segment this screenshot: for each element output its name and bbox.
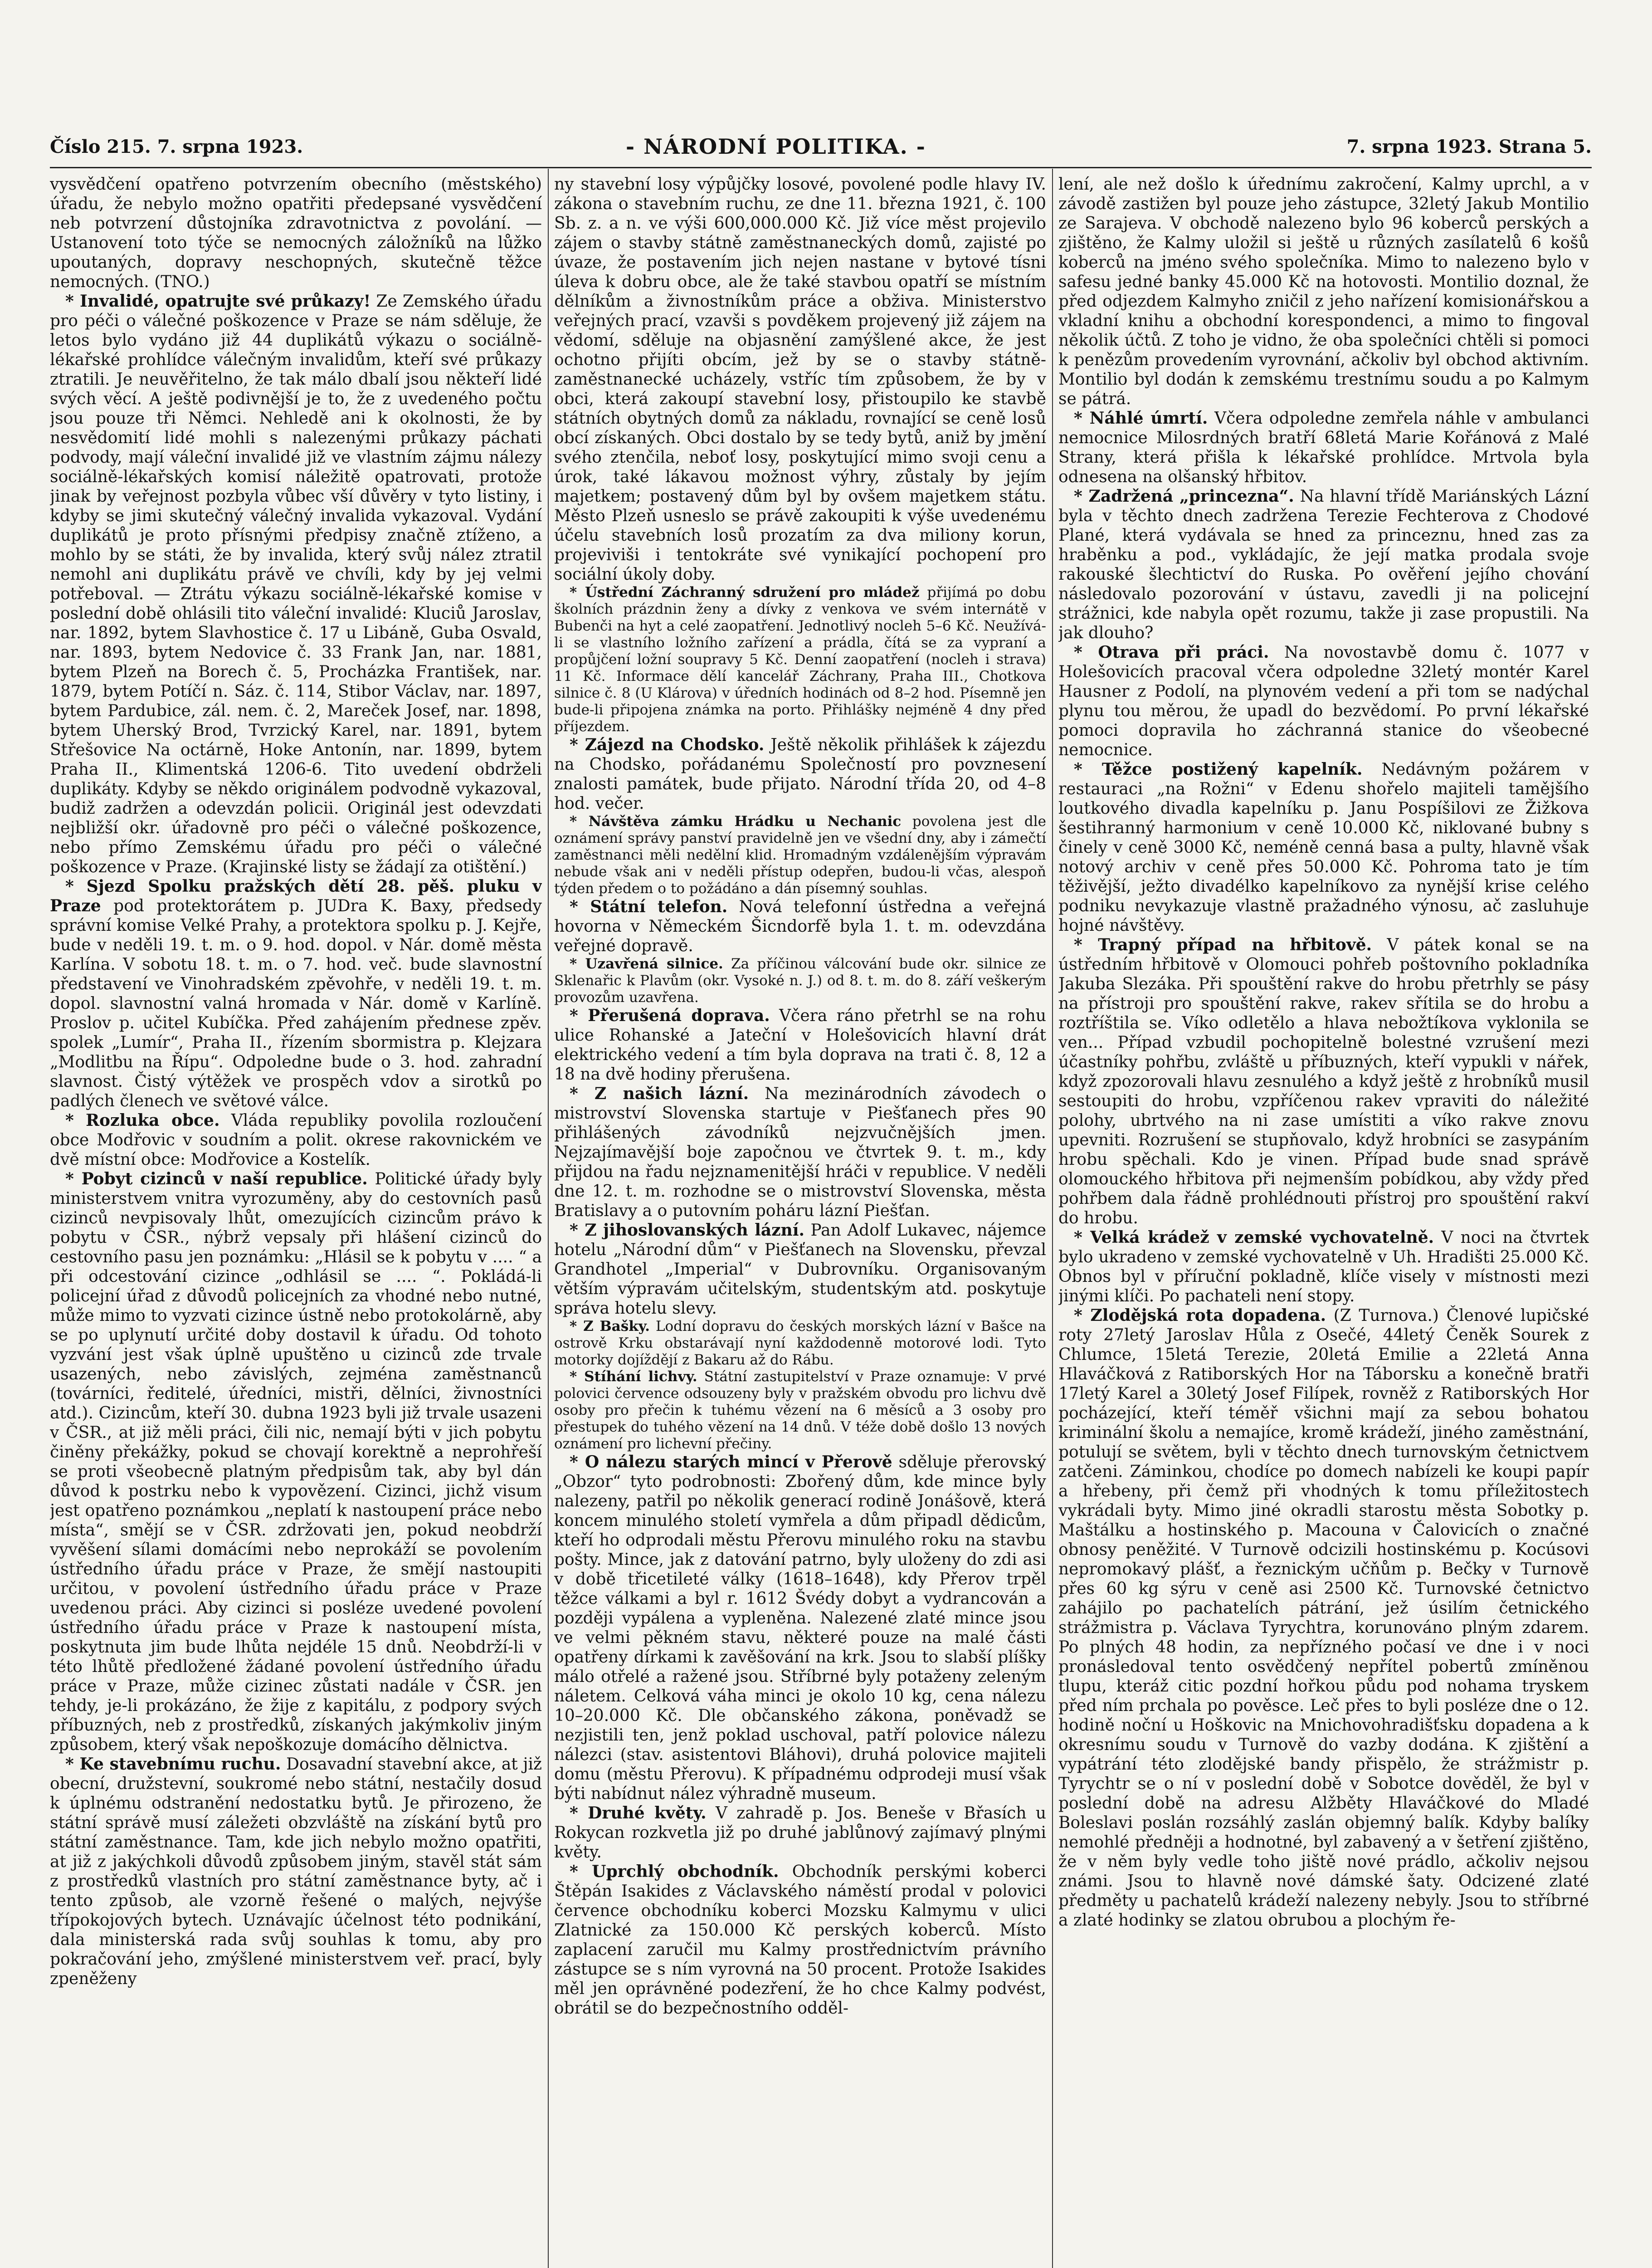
article-text: sděluje přerovský „Obzor“ tyto podrobnosti: Zbořený dům, kde mince byly nalezeny, patřil po několik generací rodině Jonášově, která koncem minulého století vymřela a dům připadl dědicům, kteří ho odprodali městu Přerovu minulého roku na stavbu pošty. Mince, jak z datování patrno, byly uloženy do zdi asi v době třicetileté války (1618–1648), kdy Přerov trpěl těžce válkami a byl r. 1612 Švédy dobyt a vydrancován a později vypálena a vypleněna. Nalezené zlaté mince jsou ve velmi pěkném stavu, některé pouze na malé části opatřeny dírkami k zavěšování na krk. Jsou to slabší plíšky málo otřelé a ražené jsou. Stříbrné byly potaženy zeleným náletem. Celková váha minci je okolo 10 kg, cena nálezu 10–20.000 Kč. Dle občanského zákona, poněvadž se nezjistili ten, jenž poklad uschoval, patří polovice nálezu nálezci (stav. asistentovi Bláhovi), druhá polovice majiteli domu (městu Přerovu). K případnému odprodeji musí však býti nabídnut nález výhradně museum. (554, 1453, 1046, 1803)
article-text: V zahradě p. Jos. Beneše v Břasích u Rokycan rozkvetla již po druhé jablůnový zajímavý plnými květy. (554, 1804, 1046, 1862)
article-text: lení, ale než došlo k úřednímu zakročení, Kalmy uprchl, a v závodě zastižen byl pouze jeho zástupce, 32letý Jakub Montilio ze Sarajeva. V obchodě nalezeno bylo 96 koberců perských a zjištěno, že Kalmy uložil si ještě u různých zasílatelů 6 košů koberců na jméno svého společníka. Mimo to nalezeno bylo v safesu jedné banky 45.000 Kč na hotovosti. Montilio doznal, že před odjezdem Kalmyho zničil z jeho nařízení komisionářskou a vkladní knihu a obchodní korespondenci, a mimo to fingoval několik účtů. Z toho je vidno, že oba společníci chtěli si pomoci k penězům provedením vyrovnání, ačkoliv byl obchod aktivním. Montilio byl dodán k zemskému trestnímu soudu a po Kalmym se pátrá. (1058, 175, 1589, 408)
article (554, 813, 1046, 897)
article-headline: * Trapný případ na hřbitově. (1074, 935, 1372, 954)
article (50, 1755, 542, 1989)
article-text: Politické úřady byly ministerstvem vnitra vyrozuměny, aby do cestovních pasů cizinců nevpisovaly lhůt, omezujících cizincům právo k pobytu v ČSR., nýbrž vepsaly při hlášení cizinců do cestovního pasu jen poznámku: „Hlásil se k pobytu v .... “ a při odcestování cizince „odhlásil se .... “. Pokládá-li policejní úřad z důvodů policejních za vhodné nebo nutné, může mimo to vyzvati cizince ústně nebo protokolárně, aby se po uplynutí určité doby dostavil k úřadu. Od tohoto vyzvání jest však úplně upuštěno u cizinců zde trvale usazených, nebo závislých, zejména zaměstnanců (továrníci, ředitelé, úředníci, mistři, dělníci, živnostníci atd.). Cizincům, kteří 30. dubna 1923 byli již trvale usazeni v ČSR., at již měli práci, čili nic, nemají býti v jich pobytu činěny překážky, pokud se chovají korektně a neprohřeší se proti všeobecně platným předpisům tak, aby byl dán důvod k postrku nebo k vypovězení. Cizinci, jichž visum jest opatřeno poznámkou „neplatí k nastoupení práce nebo místa“, smějí se v ČSR. zdržovati jen, pokud neobdrží vyvěšení sílami domácími nebo neprokáží se povolením ústředního úřadu práce v Praze, že smějí nastoupiti určitou, v povolení ústředního úřadu práce v Praze uvedenou práci. Aby cizinci si posléze uvedené povolení ústředního úřadu práce v Praze k nastoupení místa, poskytnuta jim bude lhůta nejdéle 15 dnů. Neobdrží-li v této lhůtě předložené žádané povolení ústředního úřadu práce v Praze, může cizinec zůstati nadále v ČSR. jen tehdy, je-li prokázáno, že žije z kapitálu, z podpory svých příbuzných, neb z prostředků, získaných jakýmkoliv jiným způsobem, který však nepoškozuje domácího dělnictva. (50, 1170, 542, 1754)
column-3 (1058, 175, 1589, 2268)
article-text: vysvědčení opatřeno potvrzením obecního (městského) úřadu, že nebylo možno opatřiti předepsané vysvědčení neb potvrzení důstojníka zdravotnictva z povolání. — Ustanovení toto týče se nemocných záložníků na lůžko upoutaných, dopravy neschopných, skutečně těžce nemocných. (TNO.) (50, 175, 542, 291)
article-headline: * Přerušená doprava. (570, 1006, 770, 1025)
article (554, 1452, 1046, 1804)
article-text: ny stavební losy výpůjčky losové, povolené podle hlavy IV. zákona o stavebním ruchu, ze dne 11. března 1921, č. 100 Sb. z. a n. ve výši 600,000.000 Kč. Již více měst projevilo zájem o stavby státně zaměstnaneckých domů, zajisté po úvaze, že postavením jich nejen nastane v bytové tísni úleva k dobru obce, ale že také stavbou opatří se místním dělníkům a živnostníkům práce a obživa. Ministerstvo veřejných prací, vzavši s povděkem projevený již zájem na vědomí, sděluje na objasnění zamýšlené akce, že jest ochotno přijíti obcím, jež by se o stavby státně-zaměstnanecké ucházely, vstříc tím způsobem, že by v obci, která zakoupí stavební losy, přistoupilo ke stavbě státních obytných domů za nákladu, rovnající se ceně losů obcí získaných. Obci dostalo by se tedy bytů, aniž by jmění svého ztenčila, neboť losy, poskytující mimo svoji cenu a úrok, také lákavou možnost výhry, zůstaly by jejím majetkem; postavený dům byl by ovšem majetkem státu. Město Plzeň usneslo se právě zakoupiti k výše uvedenému účelu stavebních losů prozatím za dva miliony korun, projeviviši i tentokráte své vynikající pochopení pro sociální úkoly doby. (554, 175, 1046, 584)
article-headline: * Z našich lázní. (570, 1084, 749, 1103)
article (50, 1169, 542, 1755)
article-text: V pátek konal se na ústředním hřbitově v Olomouci pohřeb poštovního pokladníka Jakuba Slezáka. Při spouštění rakve do hrobu přetrhly se pásy na přístroji pro spouštění rakve, rakev sřítila se do hrobu a roztříštila se. Víko odletělo a hlava nebožtíkova vyklonila se ven... Případ vzbudil pochopitelně bolestné vzrušení mezi účastníky pohřbu, zvláště u příbuzných, kteří vypukli v nářek, když zpozorovali hlavu zesnulého a když ještě z hrobníků musil sestoupiti do hrobu, vzpříčenou rakev vpraviti do náležité polohy, ubrtvého na ni zase umístiti a víko rakve znovu upevniti. Rozrušení se stupňovalo, když hrobníci se zasypáním hrobu spěchali. Kdo je vinen. Případ bude snad správě olomouckého hřbitova při nejmenším pobídkou, aby vždy před pohřbem dala řádně prohlédnouti přístroj pro spouštění rakví do hrobu. (1058, 936, 1589, 1227)
article (554, 1318, 1046, 1369)
column-1 (50, 175, 542, 2268)
article-headline: * Pobyt cizinců v naší republice. (65, 1169, 368, 1188)
article (554, 1084, 1046, 1221)
article-text: Ještě několik přihlášek k zájezdu na Chodsko, pořádanému Společností pro povznesení znalosti památek, bude přijato. Národní třída 20, od 4–8 hod. večer. (554, 736, 1046, 813)
article-headline: * Státní telefon. (570, 897, 728, 916)
article-headline: * Uprchlý obchodník. (570, 1862, 779, 1881)
article (1058, 487, 1589, 643)
article-text: Dosavadní stavební akce, at již obecní, družstevní, soukromé nebo státní, nestačily dosud k úplnému odstranění nedostatku bytů. Je přirozeno, že státní správě musí záležeti obzvláště na získání bytů pro státní zaměstnance. Tam, kde jich nebylo možno opatřiti, at již z jakýchkoli důvodů způsobem jiným, stavěl stát sám z prostředků vlastních pro státní zaměstnance byty, ač i tento způsob, ale vzorně řešené o malých, nejvýše třípokojových bytech. Uznávajíc účelnost této podnikání, dala ministerská rada svůj souhlas k tomu, aby pro pokračování jeho, zmýšlené ministerstvem veř. prací, byly zpeněženy (50, 1755, 542, 1988)
article-headline: * Invalidé, opatrujte své průkazy! (65, 292, 371, 311)
article-text: (Z Turnova.) Členové lupičské roty 27letý Jaroslav Hůla z Osečé, 44letý Čeněk Sourek z Chlumce, 15letá Terezie, 20letá Emilie a 22letá Anna Hlaváčková z Ratiborských Hor na Táborsku a konečně bratři 17letý Karel a 30letý Josef Filípek, rovněž z Ratiborských Hor pocházející, kteří téměř všichni mají za sebou bohatou kriminální školu a nemajíce, kromě krádeží, jiného zaměstnání, potulují se světem, byli v těchto dnech turnovským četnictvem zatčeni. Záminkou, chodíce po domech nabízeli ke koupi papír a hřebeny, při čemž při vhodných k tomu příležitostech vykrádali byty. Mimo jiné okradli starostu města Sobotky p. Maštálku a hostinského p. Macouna v Čalovicích o značné obnosy peněžité. V Turnově odcizili hostinskému p. Kocúsovi nepromokavý plášť, a řeznickým učňům p. Bečky v Turnově přes 60 kg sýru v ceně asi 2500 Kč. Turnovské četnictvo zahájilo po pachatelích pátrání, jež úsilím četnického strážmistra p. Václava Tyrychtra, korunováno plným zdarem. Po plných 48 hodin, za nepřízného počasí ve dne i v noci pronásledoval tento osvědčený nepřítel pobertů zmíněnou tlupu, kteráž citic pozdní hořkou půdu pod nohama tryskem před ním prchala po pověsce. Leč přes to byli posléze dne o 12. hodině noční u Hoškovic na Mnichovohradišťsku dopadena a k okresnímu soudu v Turnově do vazby dodána. K zjištění a vypátrání této zlodějské bandy přispělo, že strážmistr p. Tyrychtr se o ní v poslední době v Sobotce dověděl, že byl v poslední době na adresu Alžběty Hlaváčkové do Mladé Boleslavi poslán rozsáhlý zaslán objemný balík. Kdyby balíky nemohlé předněji a hodnotné, byl zabavený a v šetření zjištěno, že v něm byly vedle toho jiště nové prádlo, ačkoliv nejsou známi. Jsou to hlavně nové dámské šaty. Odcizené zlaté předměty u pachatelů krádeží nalezeny nebyly. Jsou to stříbrné a zlaté hodinky se zlatou obrubou a plochým ře- (1058, 1306, 1589, 1930)
article (554, 1221, 1046, 1318)
page-header (50, 136, 1592, 168)
article-text: Státní zastupitelství v Praze oznamuje: V prvé polovici července odsouzeny byly v pražském obvodu pro lichvu dvě osoby pro přečin k tuhému vězení na 6 měsíců a 3 osoby pro přestupek do tuhého vězení na 14 dnů. V téže době došlo 13 nových oznámení pro lichevní přečiny. (554, 1369, 1046, 1452)
article-text: V noci na čtvrtek bylo ukradeno v zemské vychovatelně v Uh. Hradišti 25.000 Kč. Obnos byl v příruční pokladně, klíče visely v místnosti mezi jinými klíči. Po pachateli není stopy. (1058, 1228, 1589, 1305)
article (1058, 760, 1589, 935)
article-headline: * Těžce postižený kapelník. (1074, 760, 1363, 779)
article-headline: * Náhlé úmrtí. (1074, 409, 1208, 428)
article-text: Nedávným požárem v restauraci „na Rožni“ v Edenu shořelo majiteli tamějšího loutkového divadla kapelníku p. Janu Pospíšilovi ze Žižkova šestihranný harmonium v ceně 10.000 Kč, niklované bubny s činely v ceně 3000 Kč, neméně cenná basa a pulty, hlavně však notový archiv v ceně přes 50.000 Kč. Pohroma tato je tím těživější, ježto divadélko kapelníkovo za nynější krise celého podniku nevykazuje vlastně pražadného výnosu, ač zasluhuje hojné návštěvy. (1058, 760, 1589, 935)
article (554, 1804, 1046, 1862)
article (554, 1006, 1046, 1084)
article (1058, 1228, 1589, 1306)
article (1058, 935, 1589, 1228)
article-text: Vláda republiky povolila rozloučení obce Modřovic v soudním a polit. okrese rakovnickém ve dvě místní obce: Modřovice a Kostelík. (50, 1111, 542, 1169)
article-headline: * Zadržená „princezna“. (1074, 487, 1294, 506)
article (554, 1862, 1046, 2018)
article-headline: * Velká krádež v zemské vychovatelně. (1074, 1228, 1434, 1247)
article-text: Za příčinou válcování bude okr. silnice ze Sklenařic k Plavům (okr. Vysoké n. J.) od 8. t. m. do 8. září veškerým provozům uzavřena. (554, 956, 1046, 1006)
article-headline: * Návštěva zámku Hrádku u Nechanic (570, 813, 902, 830)
article-text: Na mezinárodních závodech o mistrovství Slovenska startuje v Piešťanech přes 90 přihlášených závodníků nejzvučnějších jmen. Nejzajímavější boje započnou ve čtvrtek 9. t. m., kdy přijdou na řadu nejznamenitější hráči v republice. V neděli dne 12. t. m. rozhodne se o mistrovství Slovenska, města Bratislavy a o putovním poháru lázní Piešťan. (554, 1085, 1046, 1220)
newspaper-title: - NÁRODNÍ POLITIKA. - (626, 134, 926, 159)
article (554, 956, 1046, 1006)
article-headline: * Z jihoslovanských lázní. (570, 1221, 805, 1240)
article (50, 1111, 542, 1169)
article-headline: * Uzavřená silnice. (570, 956, 723, 972)
article (50, 292, 542, 877)
article (1058, 409, 1589, 487)
article-headline: * Rozluka obce. (65, 1111, 220, 1130)
article (50, 877, 542, 1111)
article-headline: * Ke stavebnímu ruchu. (65, 1755, 281, 1774)
article-headline: * Sjezd Spolku pražských dětí 28. pěš. pluku v Praze (50, 877, 542, 915)
article-text: Včera ráno přetrhl se na rohu ulice Rohanské a Jateční v Holešovicích hlavní drát elektrického vedení a tím byla doprava na trati č. 8, 12 a 18 na dvě hodiny přerušena. (554, 1007, 1046, 1084)
article-text: Na hlavní třídě Mariánských Lázní byla v těchto dnech zadržena Terezie Fechterova z Chodové Plané, která vydávala se hned za princeznu, hned zas za hraběnku a pod., vykládajíc, že její matka prodala svoje rakouské šlechtictví do Ruska. Po ověření jejího chování následovalo pozorování v ústavu, zavedli ji na policejní strážnici, kde nabyla opět rozumu, takže ji zase propustili. Na jak dlouho? (1058, 487, 1589, 642)
article-text: Ze Zemského úřadu pro péči o válečné poškozence v Praze se nám sděluje, že letos bylo vydáno již 44 duplikátů výkazu o sociálně-lékařské prohlídce válečným invalidům, kteří své průkazy ztratili. Je neuvěřitelno, že tak málo dbalí jsou někteří lidé svých věcí. A ještě podivnější je to, že z uvedeného počtu jsou pouze tři Němci. Nehledě ani k okolnosti, že by nesvědomití lidé mohli s nalezenými průkazy páchati podvody, mají váleční invalidé již ve vlastním zájmu nálezy sociálně-lékařských komisí náležitě opatrovati, protože jinak by veřejnost pozbyla vůbec vší důvěry v tyto listiny, i kdyby se jimi skutečný válečný invalida vykazoval. Vydání duplikátů je proto přísnými předpisy značně ztíženo, a mohlo by se státi, že by invalida, který svůj nález ztratil nemohl ani duplikátu právě ve chvíli, kdy by jej velmi potřeboval. — Ztrátu výkazu sociálně-lékařské komise v poslední době ohlásili tito váleční invalidé: Kluciů Jaroslav, nar. 1892, bytem Slavhostice č. 17 u Libáně, Guba Osvald, nar. 1893, bytem Nedovice č. 33 Frank Jan, nar. 1881, bytem Plzeň na Borech č. 5, Procházka František, nar. 1879, bytem Potíčí n. Sáz. č. 114, Stibor Václav, nar. 1897, bytem Pardubice, zál. nem. č. 2, Mareček Josef, nar. 1898, bytem Uherský Brod, Tvrzický Karel, nar. 1891, bytem Střešovice Na octárně, Hoke Antonín, nar. 1899, bytem Praha II., Klimentská 1206-6. Tito uvedení obdrželi duplikáty. Kdyby se někdo originálem podvodně vykazoval, budiž zadržen a odevzdán policii. Originál jest odevzdati nejbližší okr. úřadovně pro péči o válečné poškozence, nebo přímo Zemskému úřadu pro péči o válečné poškozence v Praze. (Krajinské listy se žádají za otištění.) (50, 292, 542, 876)
article-headline: * O nálezu starých mincí v Přerově (570, 1452, 892, 1471)
article (554, 897, 1046, 956)
article-text: Pan Adolf Lukavec, nájemce hotelu „Národní dům“ v Piešťanech na Slovensku, převzal Grandhotel „Imperial“ v Dubrovníku. Organisovaným větším výpravám učitelským, studentským atd. poskytuje správa hotelu slevy. (554, 1221, 1046, 1318)
article (1058, 1306, 1589, 1930)
header-rule (50, 167, 1592, 168)
issue-number-date: Číslo 215. 7. srpna 1923. (50, 136, 303, 157)
article-headline: * Z Bašky. (570, 1318, 650, 1334)
column-rule (1052, 169, 1053, 2268)
article-headline: * Stíhání lichvy. (570, 1369, 697, 1385)
article-text: pod protektorátem p. JUDra K. Baxy, předsedy správní komise Velké Prahy, a protektora spolku p. J. Kejře, bude v neděli 19. t. m. o 9. hod. dopol. v Nár. domě města Karlína. V sobotu 18. t. m. o 7. hod. več. bude slavnostní představení ve Vinohradském zpěvohře, v neděli 19. t. m. dopol. slavnostní valná hromada v Nár. domě v Karlíně. Proslov p. učitel Kubíčka. Před zahájením přednese zpěv. spolek „Lumír“, Praha II., řízením sbormistra p. Klejzara „Modlitbu na Řípu“. Odpoledne bude o 3. hod. zahradní slavnost. Čistý výtěžek ve prospěch vdov a sirotků po padlých členech ve světové válce. (50, 897, 542, 1110)
column-2 (554, 175, 1046, 2268)
article (554, 584, 1046, 735)
column-rule (548, 169, 549, 2268)
article-headline: * Ústřední Záchranný sdružení pro mládež (570, 584, 920, 601)
article-text: Včera odpoledne zemřela náhle v ambulanci nemocnice Milosrdných bratří 68letá Marie Kořánová z Malé Strany, která přišla k lékařské prohlídce. Mrtvola byla odnesena na olšanský hřbitov. (1058, 409, 1589, 486)
article-headline: * Otrava při práci. (1074, 643, 1269, 662)
article (1058, 643, 1589, 760)
article-text: Lodní dopravu do českých morských lázní v Bašce na ostrově Krku obstarávají nyní každodenně motorové lodi. Tyto motorky dojíždějí z Bakaru až do Rábu. (554, 1318, 1046, 1368)
article-text: přijímá po dobu školních prázdnin ženy a dívky z venkova ve svém internátě v Bubenči na hyt a celé zaopatření. Jednotlivý nocleh 5–6 Kč. Neužívá-li se vlastního ložního zařízení a prádla, čítá se za vypraní a propůjčení ložní soupravy 5 Kč. Denní zaopatření (nocleh i strava) 11 Kč. Informace dělí kancelář Záchrany, Praha III., Chotkova silnice č. 8 (U Klárova) v úředních hodinách od 8–2 hod. Písemně jen bude-li připojena známka na porto. Přihlášky nejméně 4 dny před příjezdem. (554, 584, 1046, 735)
article-headline: * Druhé květy. (570, 1804, 707, 1823)
article-text: Obchodník perskými koberci Štěpán Isakides z Václavského náměstí prodal v polovici července obchodníku koberci Mozsku Kalmymu v ulici Zlatnické za 150.000 Kč perských koberců. Místo zaplacení zaručil mu Kalmy prostřednictvím právního zástupce se s ním vyrovná na 50 procent. Protože Isakides měl jen oprávněné podezření, že ho chce Kalmy podvést, obrátil se do bezpečnostního odděl- (554, 1862, 1046, 2018)
article-text: povolena jest dle oznámení správy panství pravidelně jen ve všední dny, aby i zámečtí zaměstnanci měli nedělní klid. Hromadným vzdálenějším výpravám nebude však ani v neděli přístup odepřen, budou-li včas, alespoň týden předem o to požádáno a dán písemný souhlas. (554, 813, 1046, 897)
article-headline: * Zájezd na Chodsko. (570, 735, 765, 754)
article-text: Nová telefonní ústředna a veřejná hovorna v Německém Šicndorfě byla 1. t. m. odevzdána veřejné dopravě. (554, 898, 1046, 955)
article-headline: * Zlodějská rota dopadena. (1074, 1306, 1326, 1325)
article-text: Na novostavbě domu č. 1077 v Holešovicích pracoval včera odpoledne 32letý montér Karel Hausner z Podolí, na plynovém vedení a při tom se nadýchal plynu tou měrou, že upadl do bezvědomí. Po první lékařské pomoci dopravila ho záchranná stanice do všeobecné nemocnice. (1058, 643, 1589, 759)
article (554, 735, 1046, 813)
article (554, 1369, 1046, 1452)
page-number-date: 7. srpna 1923. Strana 5. (1346, 136, 1592, 157)
